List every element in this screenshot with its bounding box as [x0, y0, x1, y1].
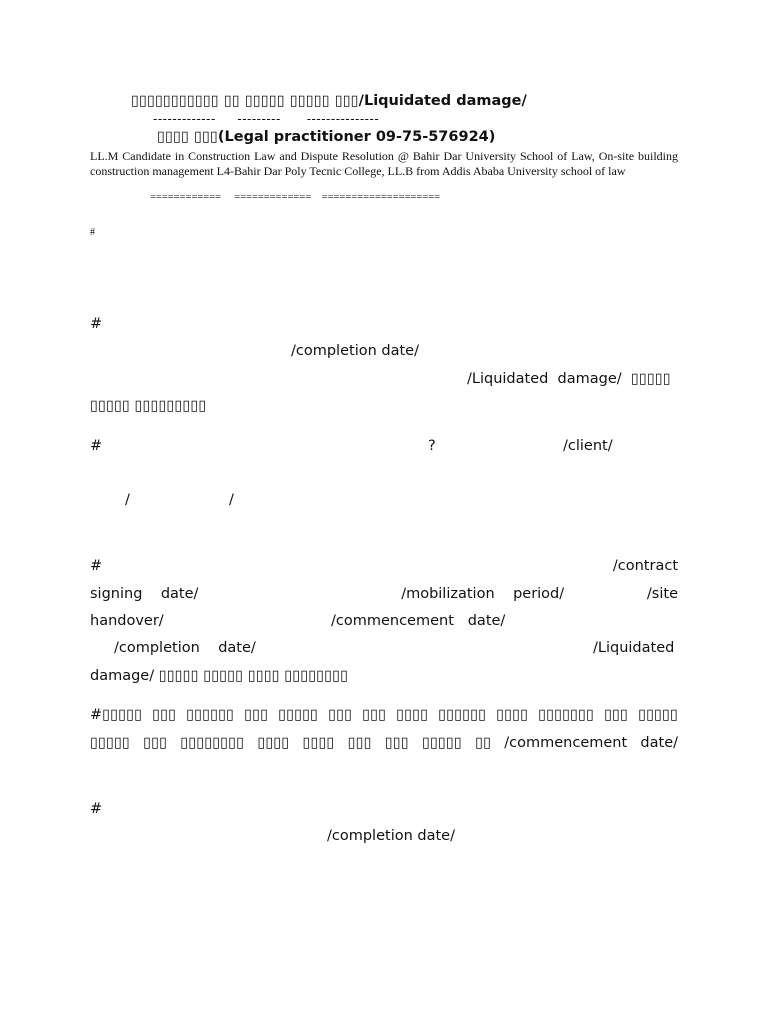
section-2-question-mark: ?: [428, 438, 436, 454]
section-1-hash: #: [90, 316, 103, 332]
section-5-completion-date: /completion date/: [327, 828, 455, 844]
section-4-line-1: [90, 707, 678, 723]
section-1-completion-date: /completion date/: [291, 343, 419, 359]
hash-marker: #: [90, 227, 95, 238]
section-2-slash-2: /: [229, 492, 234, 508]
section-4-text-2: ▯▯▯▯▯ ▯▯▯ ▯▯▯▯▯▯▯▯ ▯▯▯▯ ▯▯▯▯ ▯▯▯ ▯▯▯ ▯▯▯▯▯ ▯▯ /commencement date/: [90, 735, 678, 751]
author-line: ▯▯▯▯ ▯▯▯(Legal practitioner 09-75-576924): [157, 129, 496, 145]
title-underline: ------------- --------- ---------------: [153, 112, 380, 126]
section-4-text-1: #▯▯▯▯▯ ▯▯▯ ▯▯▯▯▯▯ ▯▯▯ ▯▯▯▯▯ ▯▯▯ ▯▯▯ ▯▯▯▯ ▯▯▯▯▯▯ ▯▯▯▯ ▯▯▯▯▯▯▯ ▯▯▯ ▯▯▯▯▯: [90, 707, 678, 723]
document-title: ▯▯▯▯▯▯▯▯▯▯▯ ▯▯ ▯▯▯▯▯ ▯▯▯▯▯ ▯▯▯/Liquidated damage/: [131, 93, 527, 109]
section-3-completion-date: /completion date/: [114, 640, 256, 656]
section-3-contract: /contract: [612, 558, 678, 574]
section-2-client: /client/: [563, 438, 613, 454]
section-3-line-2: [90, 586, 678, 602]
section-3-site: /site: [646, 586, 678, 602]
section-3-mobilization-period: /mobilization period/: [401, 586, 565, 602]
section-1-tail: ▯▯▯▯▯ ▯▯▯▯▯▯▯▯▯: [90, 398, 207, 414]
section-3-tail: damage/ ▯▯▯▯▯ ▯▯▯▯▯ ▯▯▯▯ ▯▯▯▯▯▯▯▯: [90, 668, 349, 684]
section-3-commencement-date: /commencement date/: [331, 613, 506, 629]
author-credentials: LL.M Candidate in Construction Law and Dispute Resolution @ Bahir Dar University School of Law, On-site building construction management L4-Bahir Dar Poly Tecnic College, LL.B from Addis Ababa University school of law: [90, 149, 678, 178]
section-4-line-2: [90, 735, 678, 751]
section-2-hash: #: [90, 438, 103, 454]
section-2-slash-1: /: [125, 492, 130, 508]
section-3-liquidated: /Liquidated: [593, 640, 675, 656]
section-5-hash: #: [90, 801, 103, 817]
header-divider: ============ ============= ====================: [150, 192, 441, 203]
section-3-hash: #: [90, 558, 103, 574]
section-1-liquidated-damage: /Liquidated damage/ ▯▯▯▯▯: [467, 371, 671, 387]
section-3-signing-date: signing date/: [90, 586, 199, 602]
section-3-handover: handover/: [90, 613, 164, 629]
section-3-line-1: [90, 558, 678, 574]
